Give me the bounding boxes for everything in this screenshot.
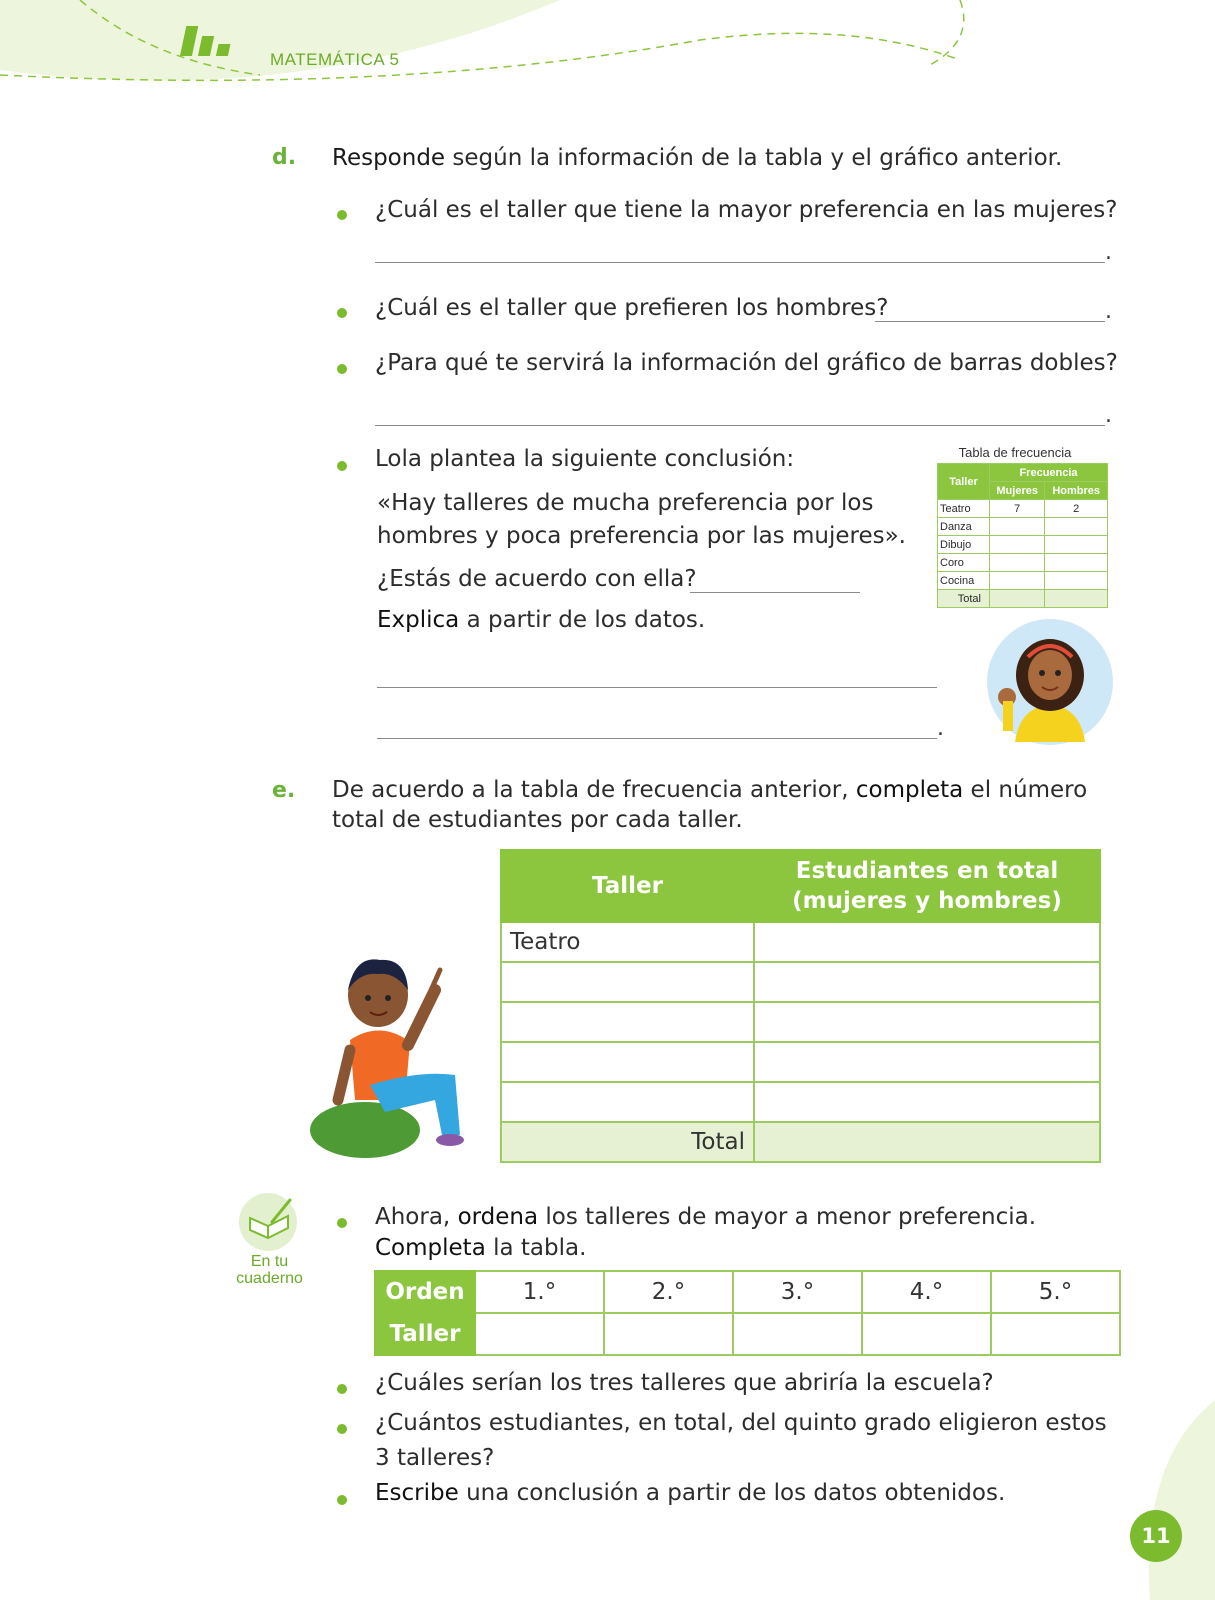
- table-row: [375, 1313, 1120, 1355]
- question-1: ¿Cuál es el taller que tiene la mayor preferencia en las mujeres?: [375, 197, 1118, 223]
- order-position-cell: 4.°: [862, 1271, 991, 1313]
- freq-col-mujeres: Mujeres: [990, 482, 1045, 500]
- bullet-icon: [337, 1424, 347, 1434]
- order-position-cell: 5.°: [991, 1271, 1120, 1313]
- answer-line-3[interactable]: [375, 425, 1105, 426]
- agree-answer-line[interactable]: [690, 592, 860, 593]
- final-question-3: [375, 1478, 1005, 1508]
- freq-taller-cell: Cocina: [938, 572, 990, 590]
- freq-taller-cell: Danza: [938, 518, 990, 536]
- totals-taller-cell: Teatro: [501, 922, 754, 962]
- agree-question: ¿Estás de acuerdo con ella?: [377, 566, 697, 592]
- freq-taller-cell: Dibujo: [938, 536, 990, 554]
- header-decoration: [0, 0, 1215, 120]
- table-row: [501, 922, 1100, 962]
- freq-taller-cell: Coro: [938, 554, 990, 572]
- student-totals-table: [500, 849, 1101, 1163]
- answer-line-2[interactable]: [875, 321, 1105, 322]
- notebook-icon: [238, 1192, 300, 1252]
- explain-line-2[interactable]: [377, 738, 937, 739]
- taller-row-header: Taller: [375, 1313, 475, 1355]
- question-2: ¿Cuál es el taller que prefieren los hombres?: [375, 295, 889, 321]
- totals-total-label: Total: [501, 1122, 754, 1162]
- freq-hombres-cell[interactable]: [1045, 554, 1108, 572]
- table-row: [938, 536, 1108, 554]
- order-instruction-1: [375, 1202, 1036, 1232]
- quote-line-1: «Hay talleres de mucha preferencia por los: [377, 490, 874, 516]
- bullet-icon: [337, 308, 347, 318]
- bullet-icon: [337, 1384, 347, 1394]
- e-verb: completa: [855, 777, 964, 803]
- section-e-line-1: [332, 775, 1087, 805]
- answer-line-1[interactable]: [375, 262, 1105, 263]
- bullet-icon: [337, 210, 347, 220]
- girl-illustration: [985, 617, 1115, 747]
- final-question-1: ¿Cuáles serían los tres talleres que abriría la escuela?: [375, 1370, 994, 1396]
- freq-mujeres-total[interactable]: [990, 590, 1045, 608]
- totals-col-students-line2: (mujeres y hombres): [792, 888, 1062, 914]
- order-position-cell: 3.°: [733, 1271, 862, 1313]
- table-row: [938, 554, 1108, 572]
- totals-taller-cell[interactable]: [501, 1082, 754, 1122]
- order-taller-cell[interactable]: [604, 1313, 733, 1355]
- quote-line-2: hombres y poca preferencia por las mujeres».: [377, 523, 906, 549]
- freq-mujeres-cell[interactable]: [990, 536, 1045, 554]
- freq-col-frecuencia: Frecuencia: [990, 464, 1108, 482]
- order-row-header: Orden: [375, 1271, 475, 1313]
- question-3: ¿Para qué te servirá la información del gráfico de barras dobles?: [375, 350, 1118, 376]
- freq-mujeres-cell[interactable]: [990, 554, 1045, 572]
- freq-hombres-cell: 2: [1045, 500, 1108, 518]
- totals-value-cell[interactable]: [754, 962, 1100, 1002]
- section-d-intro: [332, 143, 1062, 173]
- freq-mujeres-cell[interactable]: [990, 518, 1045, 536]
- table-row: [501, 1082, 1100, 1122]
- write-text: una conclusión a partir de los datos obtenidos.: [458, 1480, 1006, 1506]
- notebook-label: [222, 1253, 317, 1287]
- freq-hombres-cell[interactable]: [1045, 536, 1108, 554]
- period: .: [1105, 240, 1112, 265]
- table-row: [375, 1271, 1120, 1313]
- order-text-a: Ahora,: [375, 1204, 458, 1230]
- table-row: [938, 590, 1108, 608]
- e-text-a: De acuerdo a la tabla de frecuencia anterior,: [332, 777, 856, 803]
- explain-verb: Explica: [377, 607, 460, 633]
- section-d-letter: d.: [272, 145, 297, 170]
- e-text-b: el número: [963, 777, 1088, 803]
- bullet-icon: [337, 1495, 347, 1505]
- freq-total-label: Total: [938, 590, 990, 608]
- intro-text: según la información de la tabla y el gráfico anterior.: [445, 145, 1063, 171]
- table-row: [501, 1122, 1100, 1162]
- book-title: MATEMÁTICA 5: [270, 50, 400, 69]
- freq-table-caption: Tabla de frecuencia: [958, 445, 1072, 460]
- order-verb: ordena: [457, 1204, 539, 1230]
- write-verb: Escribe: [375, 1480, 459, 1506]
- final-question-2-line2: 3 talleres?: [375, 1445, 495, 1471]
- totals-total-cell[interactable]: [754, 1122, 1100, 1162]
- bullet-icon: [337, 1218, 347, 1228]
- question-4: Lola plantea la siguiente conclusión:: [375, 446, 795, 472]
- totals-value-cell[interactable]: [754, 1042, 1100, 1082]
- totals-col-taller: Taller: [501, 850, 754, 922]
- explain-text: a partir de los datos.: [459, 607, 706, 633]
- explain-instruction: [377, 605, 705, 635]
- totals-col-students: [754, 850, 1100, 922]
- table-row: [938, 518, 1108, 536]
- freq-hombres-total[interactable]: [1045, 590, 1108, 608]
- order-position-cell: 1.°: [475, 1271, 604, 1313]
- freq-mujeres-cell[interactable]: [990, 572, 1045, 590]
- table-row: [501, 962, 1100, 1002]
- notebook-label-line2: cuaderno: [236, 1270, 303, 1287]
- order-instruction-2: [375, 1233, 586, 1263]
- freq-hombres-cell[interactable]: [1045, 572, 1108, 590]
- table-row: [501, 1042, 1100, 1082]
- complete-verb: Completa: [375, 1235, 486, 1261]
- totals-taller-cell[interactable]: [501, 962, 754, 1002]
- totals-value-cell[interactable]: [754, 1002, 1100, 1042]
- period: .: [1105, 403, 1112, 428]
- freq-col-taller: Taller: [938, 464, 990, 500]
- freq-hombres-cell[interactable]: [1045, 518, 1108, 536]
- table-row: [938, 572, 1108, 590]
- section-e-letter: e.: [272, 778, 296, 803]
- period: .: [937, 716, 944, 741]
- order-taller-cell[interactable]: [475, 1313, 604, 1355]
- freq-taller-cell: Teatro: [938, 500, 990, 518]
- freq-col-hombres: Hombres: [1045, 482, 1108, 500]
- boy-illustration: [310, 950, 485, 1160]
- order-text-b: los talleres de mayor a menor preferencia.: [538, 1204, 1037, 1230]
- explain-line-1[interactable]: [377, 687, 937, 688]
- period: .: [1105, 299, 1112, 324]
- totals-taller-cell[interactable]: [501, 1042, 754, 1082]
- table-row: [501, 1002, 1100, 1042]
- table-row: [938, 500, 1108, 518]
- order-table: [374, 1270, 1121, 1356]
- intro-verb: Responde: [332, 145, 446, 171]
- totals-taller-cell[interactable]: [501, 1002, 754, 1042]
- freq-mujeres-cell: 7: [990, 500, 1045, 518]
- order-position-cell: 2.°: [604, 1271, 733, 1313]
- section-e-line-2: total de estudiantes por cada taller.: [332, 807, 743, 833]
- final-question-2-line1: ¿Cuántos estudiantes, en total, del quinto grado eligieron estos: [375, 1410, 1107, 1436]
- bullet-icon: [337, 461, 347, 471]
- order-taller-cell[interactable]: [991, 1313, 1120, 1355]
- complete-text: la tabla.: [485, 1235, 587, 1261]
- page-number: 11: [1130, 1510, 1182, 1562]
- frequency-table: [937, 463, 1108, 608]
- totals-value-cell[interactable]: [754, 922, 1100, 962]
- order-taller-cell[interactable]: [733, 1313, 862, 1355]
- totals-col-students-line1: Estudiantes en total: [795, 858, 1059, 884]
- totals-value-cell[interactable]: [754, 1082, 1100, 1122]
- bullet-icon: [337, 364, 347, 374]
- order-taller-cell[interactable]: [862, 1313, 991, 1355]
- corner-decoration: [1140, 1400, 1215, 1600]
- notebook-label-line1: En tu: [250, 1253, 289, 1270]
